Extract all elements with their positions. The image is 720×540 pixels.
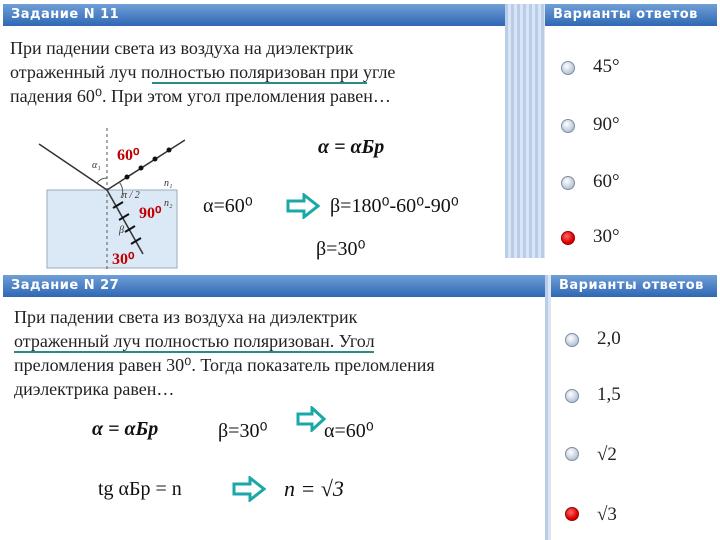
task2-answers-header: Варианты ответов xyxy=(551,275,717,297)
task2-formula-result: n = √3 xyxy=(284,476,344,501)
alpha-symbol: α₁ xyxy=(92,160,101,171)
task1-formula-brewster: α = αБр xyxy=(318,136,385,158)
task1-option-label-1: 45° xyxy=(593,56,620,77)
task2-question-line2: отраженный луч полностью поляризован. Угол xyxy=(14,331,375,351)
task1-underline xyxy=(152,82,367,84)
task2-formula-alpha: α=60⁰ xyxy=(324,420,374,442)
angle-refraction-label: 30⁰ xyxy=(112,251,135,268)
task1-option-radio-2[interactable] xyxy=(561,119,575,133)
task1-formula-beta-calc: β=180⁰-60⁰-90⁰ xyxy=(330,195,459,217)
task1-answers-header: Варианты ответов xyxy=(545,4,717,26)
task2-option-radio-4[interactable] xyxy=(565,507,579,521)
angle-right-label: 90⁰ xyxy=(139,205,162,222)
task1-header: Задание N 11 xyxy=(3,4,505,26)
task1-option-label-2: 90° xyxy=(593,114,620,135)
task1-question-line2: отраженный луч полностью поляризован при угле xyxy=(10,62,396,82)
task2-formula-beta: β=30⁰ xyxy=(218,420,268,442)
task1-question-line1: При падении света из воздуха на диэлектрик xyxy=(10,38,354,58)
task2-formula-tg: tg αБр = n xyxy=(98,478,182,500)
task1-option-label-4: 30° xyxy=(593,226,620,247)
divider-stripe xyxy=(505,4,545,258)
task2-option-radio-2[interactable] xyxy=(565,389,579,403)
task2-option-label-1: 2,0 xyxy=(597,328,621,349)
pi-half-symbol: π / 2 xyxy=(122,190,140,201)
task2-option-radio-3[interactable] xyxy=(565,447,579,461)
arrow-right-icon xyxy=(232,476,266,502)
task2-formula-brewster: α = αБр xyxy=(92,418,159,440)
task1-option-label-3: 60° xyxy=(593,171,620,192)
task2-option-label-2: 1,5 xyxy=(597,384,621,405)
task1-option-radio-3[interactable] xyxy=(561,176,575,190)
refraction-diagram xyxy=(35,128,185,270)
divider-stripe-2 xyxy=(545,275,551,540)
task2-header: Задание N 27 xyxy=(3,275,545,297)
n2-symbol: n₂ xyxy=(164,198,173,209)
task2-option-label-3: √2 xyxy=(597,444,617,465)
task2-question-line1: При падении света из воздуха на диэлектрик xyxy=(14,307,358,327)
task1-formula-alpha: α=60⁰ xyxy=(203,195,253,217)
task2-underline xyxy=(14,351,374,353)
arrow-right-icon xyxy=(296,406,326,432)
beta-symbol: β xyxy=(119,225,124,236)
n1-symbol: n₁ xyxy=(164,178,173,189)
task1-option-radio-1[interactable] xyxy=(561,61,575,75)
task1-option-radio-4[interactable] xyxy=(561,231,575,245)
task1-question-line3: падения 60⁰. При этом угол преломления равен… xyxy=(10,86,391,106)
arrow-right-icon xyxy=(286,193,320,219)
task2-option-radio-1[interactable] xyxy=(565,333,579,347)
task2-option-label-4: √3 xyxy=(597,504,617,525)
task2-question-line3: преломления равен 30⁰. Тогда показатель преломления xyxy=(14,355,435,375)
task2-question-line4: диэлектрика равен… xyxy=(14,379,175,399)
angle-incidence-label: 60⁰ xyxy=(117,147,140,164)
task1-formula-beta-result: β=30⁰ xyxy=(316,238,366,260)
